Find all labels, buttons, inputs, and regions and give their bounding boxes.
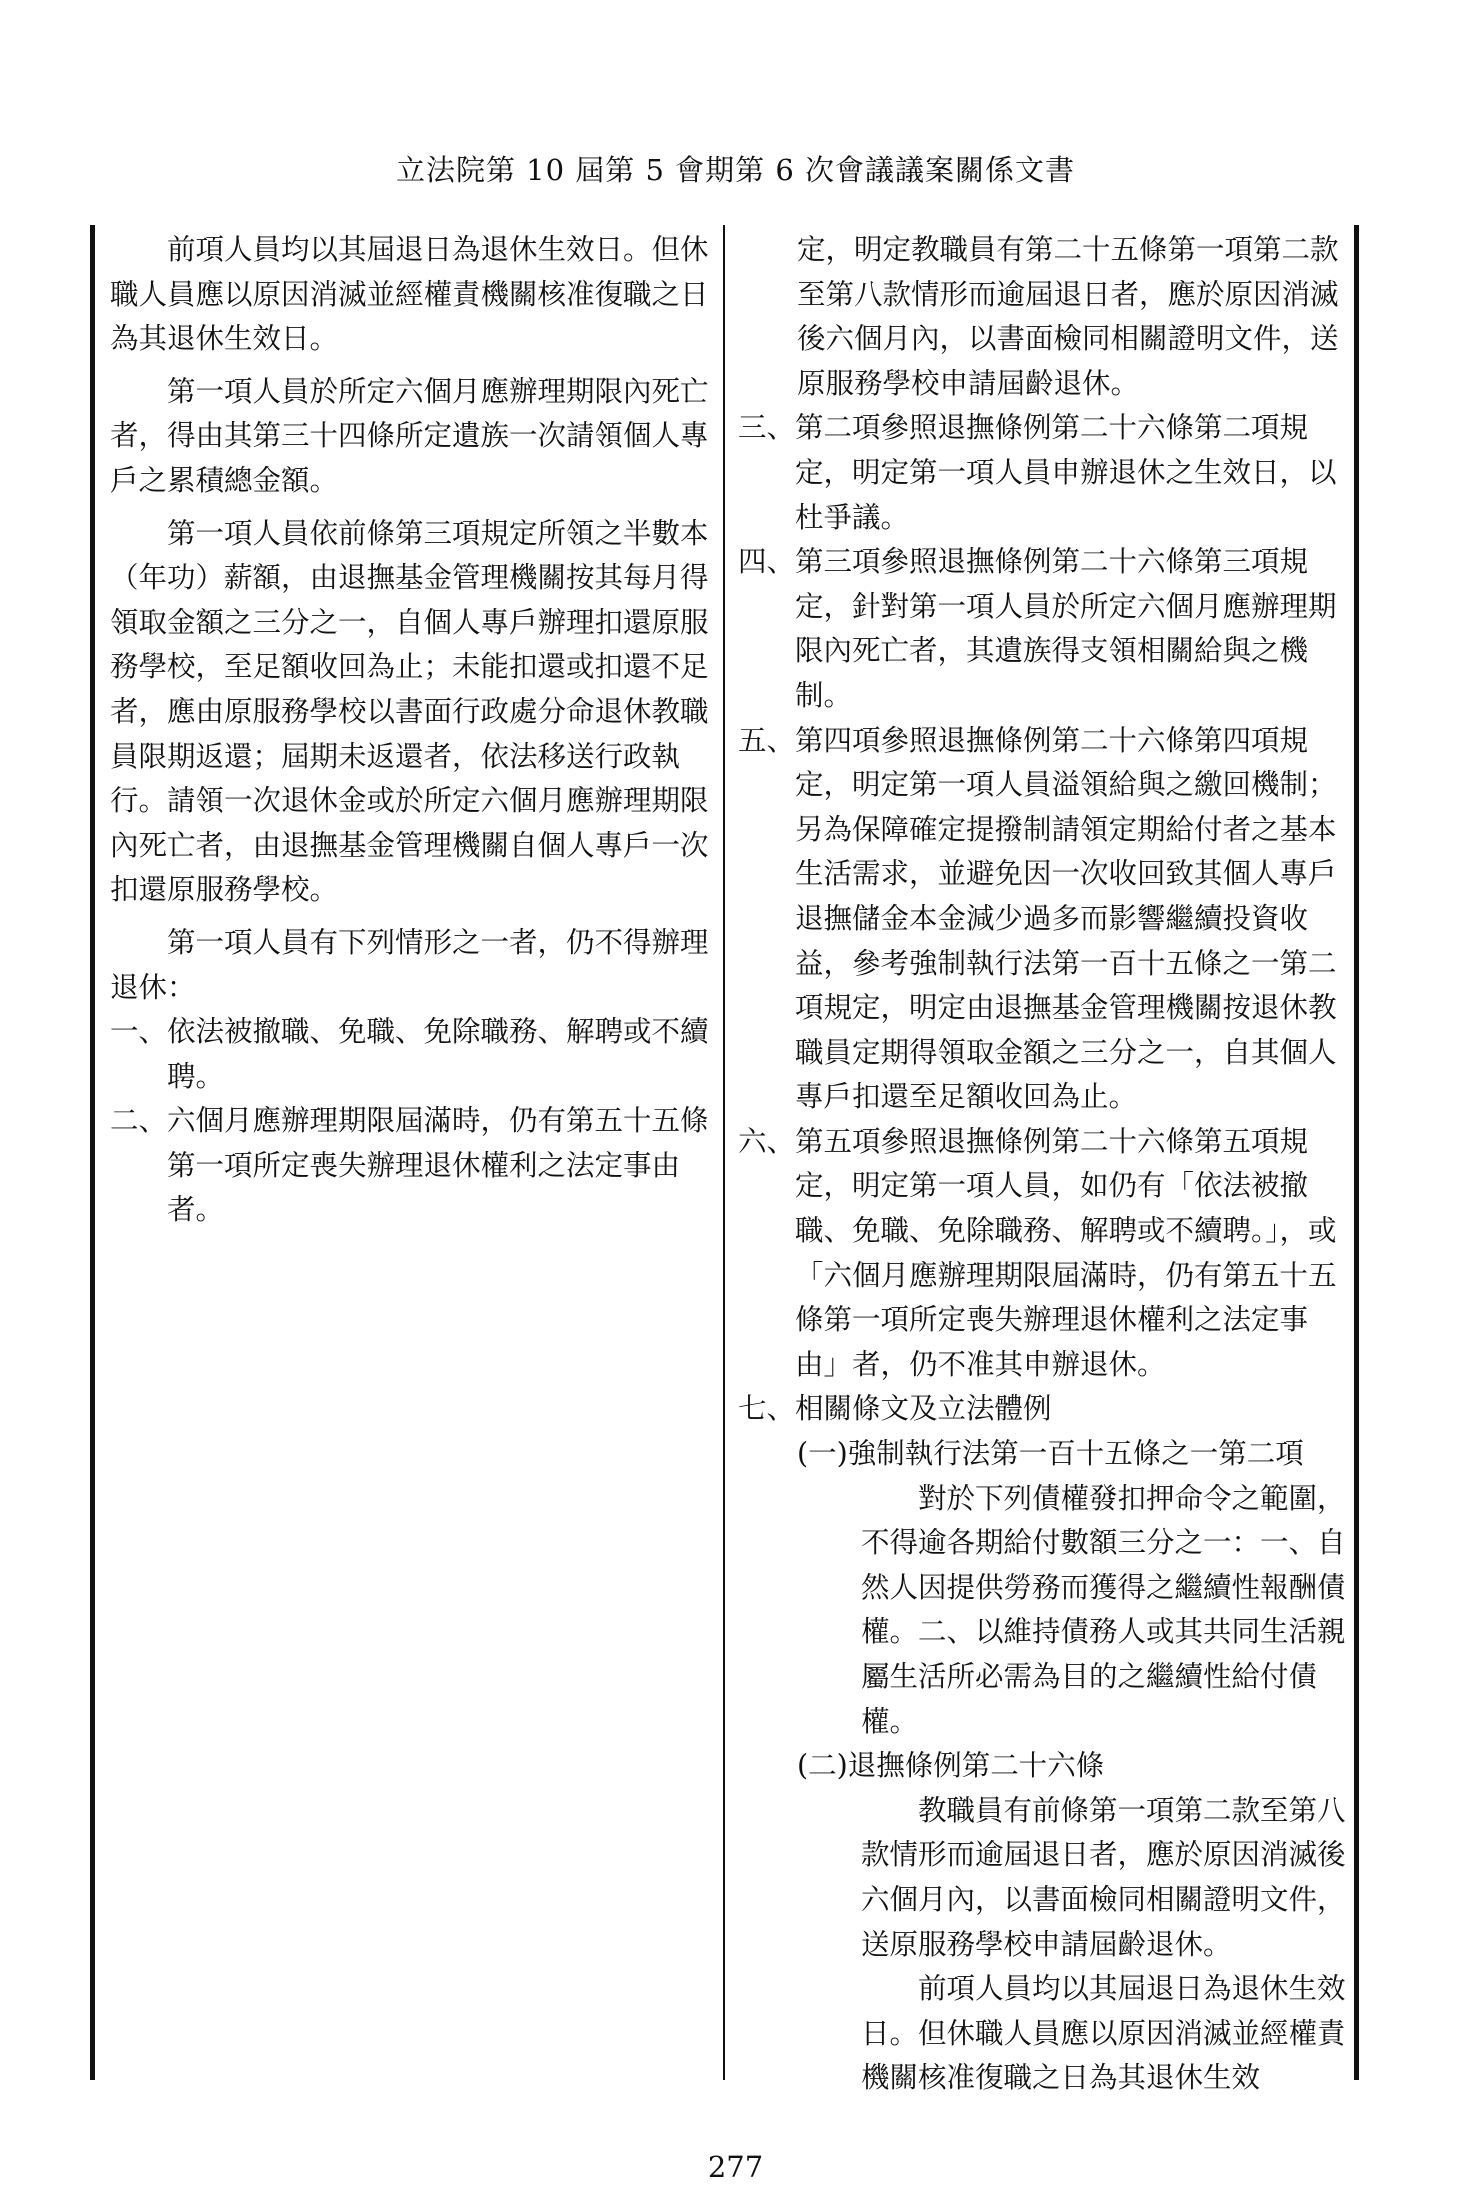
list-item-text: 依法被撤職、免職、免除職務、解聘或不續聘。 xyxy=(167,1015,709,1093)
sub-item xyxy=(738,1744,1348,1789)
paragraph: 第一項人員有下列情形之一者，仍不得辦理退休： xyxy=(110,925,709,1004)
list-item xyxy=(738,1387,1348,1432)
document-header: 立法院第 10 屆第 5 會期第 6 次會議議案關係文書 xyxy=(395,153,1076,187)
list-item-text: 第四項參照退撫條例第二十六條第四項規定，明定第一項人員溢領給與之繳回機制；另為保障確定提撥制請領定期給付者之基本生活需求，並避免因一次收回致其個人專戶退撫儲金本金減少過多而影響繼續投資收益，參考強制執行法第一百十五條之一第二項規定，明定由退撫基金管理機關按退休教職員定期得領取金額之三分之一，自其個人專戶扣還至足額收回為止。 xyxy=(795,723,1337,1114)
sub-item xyxy=(738,1432,1348,1477)
list-marker: 三、 xyxy=(738,411,796,445)
list-item xyxy=(110,1010,710,1099)
list-item xyxy=(738,406,1348,540)
list-item-text: 第三項參照退撫條例第二十六條第三項規定，針對第一項人員於所定六個月應辦理期限內死亡者，其遺族得支領相關給與之機制。 xyxy=(795,545,1337,712)
list-item-text: 第二項參照退撫條例第二十六條第二項規定，明定第一項人員申辦退休之生效日，以杜爭議。 xyxy=(795,411,1337,534)
list-item-text: 相關條文及立法體例 xyxy=(795,1392,1052,1426)
list-item xyxy=(738,719,1348,1120)
list-item-text: 第五項參照退撫條例第二十六條第五項規定，明定第一項人員，如仍有「依法被撤職、免職、免除職務、解聘或不續聘。」，或「六個月應辦理期限屆滿時，仍有第五十五條第一項所定喪失辦理退休權利之法定事由」者，仍不准其申辦退休。 xyxy=(795,1124,1337,1381)
quoted-provision: 對於下列債權發扣押命令之範圍，不得逾各期給付數額三分之一：一、自然人因提供勞務而獲得之繼續性報酬債權。二、以維持債務人或其共同生活親屬生活所必需為目的之繼續性給付債權。 xyxy=(861,1481,1346,1738)
right-column xyxy=(738,228,1348,2101)
left-column xyxy=(110,228,710,1233)
right-border-rule xyxy=(1354,225,1359,2080)
paragraph: 第一項人員依前條第三項規定所領之半數本（年功）薪額，由退撫基金管理機關按其每月得領取金額之三分之一，自個人專戶辦理扣還原服務學校，至足額收回為止；未能扣還或扣還不足者，應由原服務學校以書面行政處分命退休教職員限期返還；屆期未返還者，依法移送行政執行。請領一次退休金或於所定六個月應辦理期限內死亡者，由退撫基金管理機關自個人專戶一次扣還原服務學校。 xyxy=(110,516,709,907)
paragraph: 第一項人員於所定六個月應辦理期限內死亡者，得由其第三十四條所定遺族一次請領個人專戶之累積總金額。 xyxy=(110,374,709,497)
list-marker: 五、 xyxy=(738,723,796,757)
page-number: 277 xyxy=(707,2150,764,2184)
list-marker: 七、 xyxy=(738,1392,796,1426)
list-marker: 四、 xyxy=(738,545,796,579)
list-item xyxy=(738,1120,1348,1388)
list-item xyxy=(738,540,1348,718)
list-marker: 六、 xyxy=(738,1124,796,1158)
quoted-provision: 前項人員均以其屆退日為退休生效日。但休職人員應以原因消滅並經權責機關核准復職之日為其退休生效 xyxy=(861,1972,1346,2095)
left-border-rule xyxy=(90,225,95,2080)
sub-item-marker: (一) xyxy=(797,1437,848,1471)
list-item-text: 六個月應辦理期限屆滿時，仍有第五十五條第一項所定喪失辦理退休權利之法定事由者。 xyxy=(167,1104,709,1227)
sub-item-title: 退撫條例第二十六條 xyxy=(847,1749,1105,1783)
list-marker: 一、 xyxy=(110,1015,168,1049)
column-divider xyxy=(723,225,725,2080)
paragraph: 前項人員均以其屆退日為退休生效日。但休職人員應以原因消滅並經權責機關核准復職之日為其退休生效日。 xyxy=(110,233,709,356)
sub-item-title: 強制執行法第一百十五條之一第二項 xyxy=(847,1437,1304,1471)
list-marker: 二、 xyxy=(110,1104,168,1138)
sub-item-marker: (二) xyxy=(797,1749,848,1783)
quoted-provision: 教職員有前條第一項第二款至第八款情形而逾屆退日者，應於原因消滅後六個月內，以書面檢同相關證明文件，送原服務學校申請屆齡退休。 xyxy=(861,1793,1346,1961)
continued-paragraph: 定，明定教職員有第二十五條第一項第二款至第八款情形而逾屆退日者，應於原因消滅後六個月內，以書面檢同相關證明文件，送原服務學校申請屆齡退休。 xyxy=(797,233,1339,400)
list-item xyxy=(110,1099,710,1233)
